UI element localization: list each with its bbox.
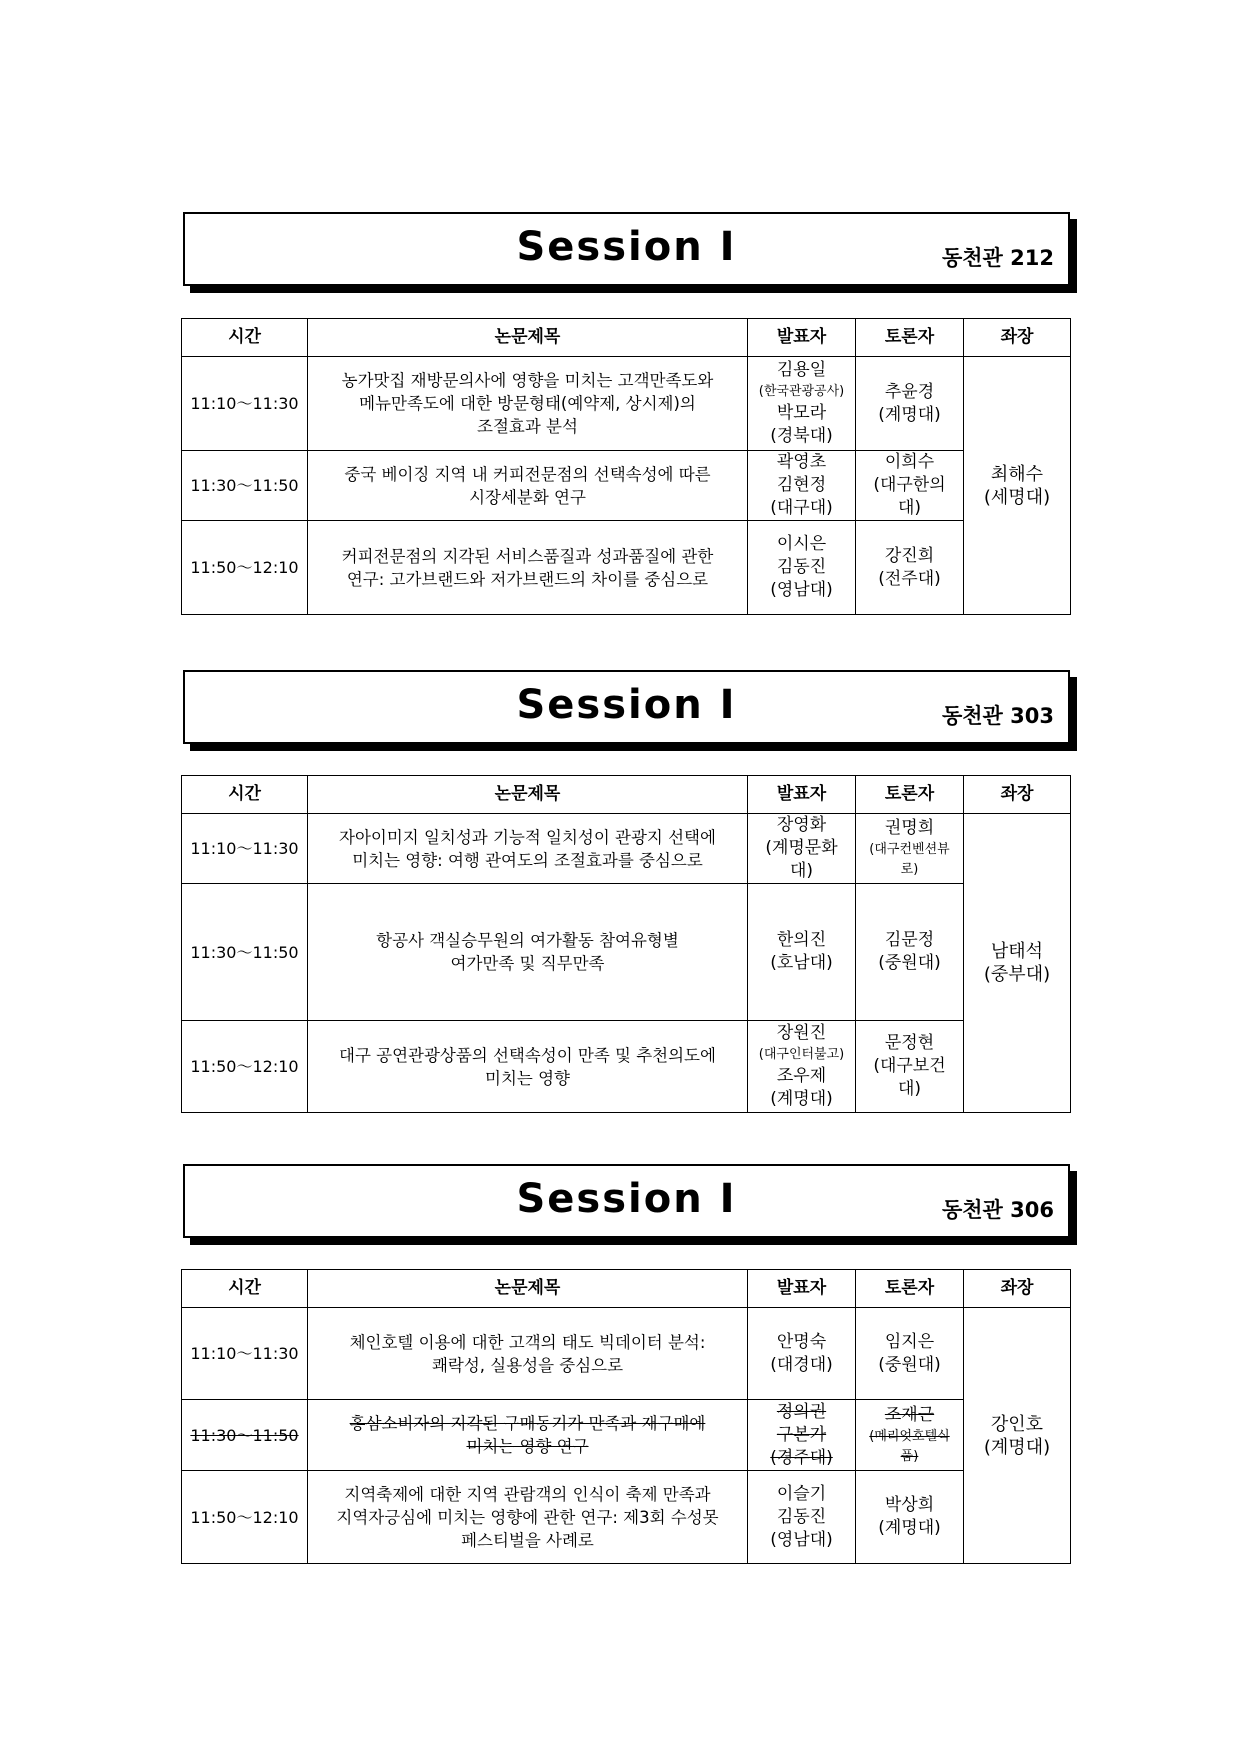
- header-chair: 좌장: [964, 776, 1071, 814]
- header-presenter: 발표자: [748, 1270, 856, 1308]
- presenter-name: 김용일: [776, 360, 827, 380]
- discussant-name: 추윤경: [884, 381, 935, 402]
- session-title: Session Ⅰ: [516, 682, 737, 728]
- presenter-name: 구본가: [776, 1424, 827, 1445]
- schedule-table: [181, 318, 1071, 615]
- session-banner: [183, 212, 1070, 286]
- header-discussant: 토론자: [856, 319, 964, 357]
- presenter-affiliation: (경북대): [770, 426, 833, 446]
- discussant-name: 박상희: [884, 1495, 935, 1515]
- presenter-name: 박모라: [776, 403, 827, 423]
- discussant-name: 권명희: [884, 818, 935, 838]
- presenter-cell: [748, 521, 856, 615]
- paper-title-line: 항공사 객실승무원의 여가활동 참여유형별: [376, 931, 679, 950]
- presenter-affiliation: (영남대): [770, 1529, 833, 1550]
- time-cell: 11:50～12:10: [182, 521, 308, 615]
- paper-title-cell: [308, 1400, 748, 1471]
- presenter-name: 안명숙: [776, 1331, 827, 1352]
- paper-title-line: 여가만족 및 직무만족: [450, 954, 605, 973]
- time-cell: 11:10～11:30: [182, 814, 308, 884]
- discussant-cell: [856, 884, 964, 1021]
- table-row-cancelled: [182, 1400, 1071, 1471]
- paper-title-line: 페스티벌을 사례로: [461, 1530, 594, 1550]
- paper-title-line: 자아이미지 일치성과 기능적 일치성이 관광지 선택에: [339, 827, 716, 847]
- presenter-cell: [748, 1021, 856, 1113]
- discussant-cell: [856, 451, 964, 521]
- header-presenter: 발표자: [748, 319, 856, 357]
- paper-title-line: 중국 베이징 지역 내 커피전문점의 선택속성에 따른: [344, 464, 711, 484]
- discussant-cell: [856, 1400, 964, 1471]
- presenter-affiliation: (계명문화대): [765, 838, 838, 881]
- presenter-affiliation: (대구대): [770, 498, 833, 518]
- chair-name: 최해수: [990, 463, 1044, 485]
- presenter-name: 장원진: [776, 1023, 827, 1043]
- header-time: 시간: [182, 776, 308, 814]
- paper-title-line: 지역자긍심에 미치는 영향에 관한 연구: 제3회 수성못: [336, 1507, 719, 1527]
- paper-title-line: 메뉴만족도에 대한 방문형태(예약제, 상시제)의: [359, 394, 696, 413]
- presenter-name: 김동진: [776, 557, 827, 577]
- presenter-affiliation: (계명대): [770, 1089, 833, 1109]
- presenter-name: 김동진: [776, 1506, 827, 1527]
- discussant-affiliation: (계명대): [878, 1518, 941, 1538]
- table-row: [182, 884, 1071, 1021]
- chair-name: 강인호: [990, 1413, 1044, 1435]
- presenter-name: 장영화: [776, 815, 827, 835]
- chair-name: 남태석: [990, 941, 1044, 962]
- discussant-cell: [856, 1471, 964, 1564]
- presenter-affiliation: (경주대): [770, 1447, 833, 1468]
- discussant-affiliation: (계명대): [878, 404, 941, 425]
- presenter-name: 김현정: [776, 475, 827, 495]
- table-header-row: [182, 1270, 1071, 1308]
- discussant-name: 강진희: [884, 545, 935, 566]
- header-time: 시간: [182, 1270, 308, 1308]
- presenter-affiliation: (한국관광공사): [758, 384, 845, 399]
- chair-affiliation: (계명대): [983, 1436, 1051, 1458]
- discussant-affiliation: (대구한의대): [873, 475, 946, 518]
- table-header-row: [182, 776, 1071, 814]
- paper-title-line: 지역축제에 대한 지역 관람객의 인식이 축제 만족과: [344, 1484, 711, 1504]
- table-row: [182, 814, 1071, 884]
- schedule-table: [181, 1269, 1071, 1564]
- time-cell: 11:10～11:30: [182, 1308, 308, 1400]
- paper-title-line: 미치는 영향: 여행 관여도의 조절효과를 중심으로: [352, 850, 703, 870]
- discussant-name: 문정현: [884, 1033, 935, 1053]
- paper-title-line: 미치는 영향: [485, 1068, 570, 1088]
- discussant-cell: [856, 1021, 964, 1113]
- paper-title-line: 대구 공연관광상품의 선택속성이 만족 및 추천의도에: [339, 1045, 716, 1065]
- presenter-cell: [748, 884, 856, 1021]
- discussant-affiliation: (대구컨벤션뷰로): [869, 842, 950, 877]
- discussant-affiliation: (중원대): [878, 1354, 941, 1375]
- discussant-cell: [856, 357, 964, 451]
- session-title: Session Ⅰ: [516, 224, 737, 270]
- paper-title-line: 커피전문점의 지각된 서비스품질과 성과품질에 관한: [341, 546, 714, 566]
- presenter-cell: [748, 814, 856, 884]
- session-banner: [183, 1164, 1070, 1238]
- paper-title-line: 연구: 고가브랜드와 저가브랜드의 차이를 중심으로: [346, 569, 709, 589]
- presenter-affiliation: (호남대): [770, 953, 833, 973]
- paper-title-line: 농가맛집 재방문의사에 영향을 미치는 고객만족도와: [341, 371, 714, 390]
- table-header-row: [182, 319, 1071, 357]
- chair-affiliation: (중부대): [983, 964, 1051, 985]
- discussant-cell: [856, 814, 964, 884]
- session-title: Session Ⅰ: [516, 1176, 737, 1222]
- discussant-affiliation: (메리엇호텔식품): [869, 1428, 950, 1464]
- paper-title-cell: [308, 884, 748, 1021]
- session-room: 동천관 303: [941, 704, 1054, 728]
- paper-title-cell: [308, 357, 748, 451]
- session-room: 동천관 306: [941, 1198, 1054, 1222]
- paper-title-cell: [308, 1308, 748, 1400]
- table-row: [182, 521, 1071, 615]
- header-title: 논문제목: [308, 1270, 748, 1308]
- presenter-affiliation: (대구인터불고): [758, 1047, 845, 1062]
- paper-title-line: 시장세분화 연구: [469, 487, 586, 507]
- paper-title-line: 체인호텔 이용에 대한 고객의 태도 빅데이터 분석:: [349, 1332, 706, 1352]
- paper-title-line: 미치는 영향 연구: [466, 1437, 589, 1456]
- header-presenter: 발표자: [748, 776, 856, 814]
- chair-cell: [964, 814, 1071, 1113]
- header-time: 시간: [182, 319, 308, 357]
- discussant-name: 이희수: [884, 452, 935, 472]
- discussant-affiliation: (중원대): [878, 953, 941, 973]
- presenter-name: 조우제: [776, 1066, 827, 1086]
- paper-title-line: 쾌락성, 실용성을 중심으로: [431, 1355, 624, 1375]
- time-cell: 11:50～12:10: [182, 1021, 308, 1113]
- time-cell: 11:30～11:50: [182, 451, 308, 521]
- header-title: 논문제목: [308, 776, 748, 814]
- session-room: 동천관 212: [941, 246, 1054, 270]
- discussant-name: 임지은: [884, 1331, 935, 1352]
- header-chair: 좌장: [964, 1270, 1071, 1308]
- table-row: [182, 1471, 1071, 1564]
- discussant-affiliation: (전주대): [878, 568, 941, 589]
- header-title: 논문제목: [308, 319, 748, 357]
- presenter-cell: [748, 1308, 856, 1400]
- time-cell: 11:50～12:10: [182, 1471, 308, 1564]
- schedule-table: [181, 775, 1071, 1113]
- session-banner: [183, 670, 1070, 744]
- paper-title-cell: [308, 521, 748, 615]
- header-discussant: 토론자: [856, 776, 964, 814]
- header-discussant: 토론자: [856, 1270, 964, 1308]
- table-row: [182, 1021, 1071, 1113]
- presenter-cell: [748, 1471, 856, 1564]
- presenter-affiliation: (대경대): [770, 1354, 833, 1375]
- discussant-affiliation: (대구보건대): [873, 1056, 946, 1099]
- paper-title-cell: [308, 1021, 748, 1113]
- presenter-cell: [748, 357, 856, 451]
- presenter-name: 정의권: [776, 1401, 827, 1422]
- presenter-affiliation: (영남대): [770, 580, 833, 600]
- time-cell: 11:30～11:50: [182, 884, 308, 1021]
- discussant-name: 김문정: [884, 930, 935, 950]
- header-chair: 좌장: [964, 319, 1071, 357]
- presenter-cell: [748, 451, 856, 521]
- chair-cell: [964, 1308, 1071, 1564]
- paper-title-cell: [308, 1471, 748, 1564]
- paper-title-line: 조절효과 분석: [477, 417, 578, 436]
- discussant-cell: [856, 1308, 964, 1400]
- presenter-cell: [748, 1400, 856, 1471]
- presenter-name: 이시은: [776, 534, 827, 554]
- paper-title-cell: [308, 814, 748, 884]
- paper-title-cell: [308, 451, 748, 521]
- time-cell: 11:30～11:50: [182, 1400, 308, 1471]
- presenter-name: 한의진: [776, 930, 827, 950]
- table-row: [182, 1308, 1071, 1400]
- table-row: [182, 451, 1071, 521]
- presenter-name: 곽영초: [776, 452, 827, 472]
- presenter-name: 이슬기: [776, 1483, 827, 1504]
- chair-cell: [964, 357, 1071, 615]
- discussant-cell: [856, 521, 964, 615]
- paper-title-line: 홍삼소비자의 지각된 구매동기가 만족과 재구매에: [349, 1414, 706, 1433]
- time-cell: 11:10～11:30: [182, 357, 308, 451]
- chair-affiliation: (세명대): [983, 486, 1051, 508]
- table-row: [182, 357, 1071, 451]
- discussant-name: 조재근: [884, 1404, 935, 1425]
